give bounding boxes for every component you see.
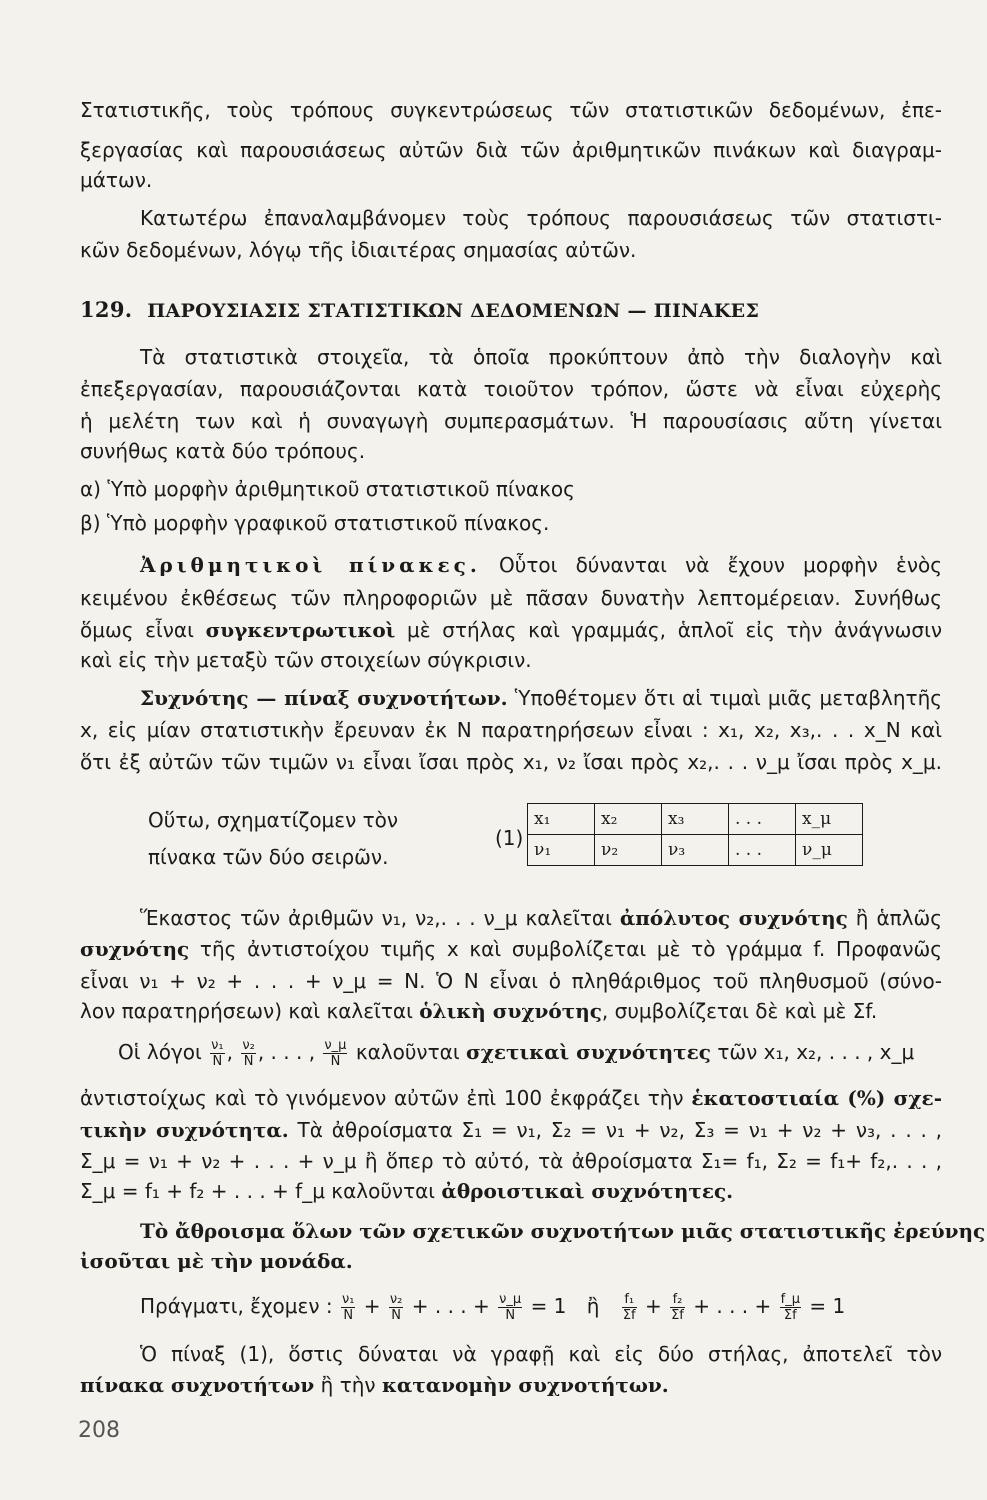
- text-run: , . . . ,: [257, 1040, 316, 1064]
- fraction: $\frac{\nu\_\mu}{N}$: [324, 1038, 347, 1069]
- theorem-line: Τὸ ἄθροισμα ὅλων τῶν σχετικῶν συχνοτήτων μιᾶς στατιστικῆς ἐρεύνης: [140, 1219, 986, 1243]
- text-run: Τὰ ἀθροίσματα Σ₁ = ν₁, Σ₂ = ν₁ + ν₂, Σ₃ = ν₁ + ν₂ + ν₃, . . . ,: [288, 1118, 942, 1142]
- paragraph-line: πίνακα τῶν δύο σειρῶν.: [148, 845, 389, 869]
- paragraph-line: [80, 997, 942, 1025]
- section-number: 129.: [80, 297, 133, 322]
- text-run: ἢ τὴν: [314, 1373, 382, 1397]
- text-run: ἢ ἁπλῶς: [847, 906, 942, 930]
- section-heading: [80, 296, 942, 325]
- list-item: α) Ὑπὸ μορφὴν ἀριθμητικοῦ στατιστικοῦ πίνακος: [80, 477, 575, 501]
- text-run: +: [644, 1294, 662, 1318]
- text-run: Ἕκαστος τῶν ἀριθμῶν ν₁, ν₂,. . . ν_μ καλεῖται: [140, 906, 620, 930]
- text-run: Οὗτοι δύνανται νὰ ἔχουν μορφὴν ἑνὸς: [480, 553, 942, 577]
- formula-line: [140, 1292, 942, 1323]
- paragraph-line: [80, 1177, 942, 1205]
- term-cumulative-frequencies: ἀθροιστικαὶ συχνότητες.: [441, 1179, 734, 1203]
- paragraph-line: κειμένου ἐκθέσεως τῶν πληροφοριῶν μὲ πᾶσαν δυνατὴν λεπτομέρειαν. Συνήθως: [80, 586, 942, 610]
- paragraph-line: ἐπεξεργασίαν, παρουσιάζονται κατὰ τοιοῦτον τρόπον, ὥστε νὰ εἶναι εὐχερὴς: [80, 377, 942, 401]
- table-cell: x₁: [528, 804, 595, 835]
- text-run: ἀντιστοίχως καὶ τὸ γινόμενον αὐτῶν ἐπὶ 100 ἐκφράζει τὴν: [80, 1086, 692, 1110]
- text-run: ἢ: [586, 1294, 600, 1318]
- table-cell: . . .: [729, 835, 796, 866]
- list-item: β) Ὑπὸ μορφὴν γραφικοῦ στατιστικοῦ πίνακος.: [80, 511, 550, 535]
- paragraph-line: Στατιστικῆς, τοὺς τρόπους συγκεντρώσεως τῶν στατιστικῶν δεδομένων, ἐπε-: [80, 98, 942, 122]
- paragraph-line: [140, 551, 942, 579]
- table-cell: x₂: [595, 804, 662, 835]
- paragraph-line: [80, 1371, 942, 1399]
- paragraph-line: ὅτι ἐξ αὐτῶν τῶν τιμῶν ν₁ εἶναι ἴσαι πρὸς x₁, ν₂ ἴσαι πρὸς x₂,. . . ν_μ ἴσαι πρὸς x_μ.: [80, 750, 942, 774]
- text-run: τῆς ἀντιστοίχου τιμῆς x καὶ συμβολίζεται μὲ τὸ γράμμα f. Προφανῶς: [189, 937, 942, 961]
- paragraph-line: Οὕτω, σχηματίζομεν τὸν: [148, 808, 399, 832]
- formula-line: Οἱ λόγοι $\frac{\text{ν₁}}{N}$ , $\frac{\text{ν₂}}{N}$ , . . . , $\frac{\nu\_\mu}{N}$ καλοῦνται σχετικαὶ συχνότητες τῶν x₁, x₂, . . . , x_μ: [118, 1038, 915, 1069]
- term-frequency-table-name: πίνακα συχνοτήτων: [80, 1373, 315, 1397]
- theorem-line: ἰσοῦται μὲ τὴν μονάδα.: [80, 1249, 353, 1273]
- term-relative-frequencies: σχετικαὶ συχνότητες: [465, 1040, 711, 1064]
- table-cell: ν₃: [662, 835, 729, 866]
- paragraph-line: Τὰ στατιστικὰ στοιχεῖα, τὰ ὁποῖα προκύπτουν ἀπὸ τὴν διαλογὴν καὶ: [140, 345, 942, 369]
- table-label: (1): [495, 826, 524, 850]
- text-run: Σ_μ = f₁ + f₂ + . . . + f_μ καλοῦνται: [80, 1179, 442, 1203]
- paragraph-line: Σ_μ = ν₁ + ν₂ + . . . + ν_μ ἢ ὅπερ τὸ αὐτό, τὰ ἀθροίσματα Σ₁= f₁, Σ₂ = f₁+ f₂,. . . ,: [80, 1149, 942, 1173]
- text-run: καλοῦνται: [355, 1040, 460, 1064]
- fraction: $\frac{\text{ν₁}}{N}$: [211, 1038, 224, 1069]
- table-cell: ν_μ: [796, 835, 863, 866]
- paragraph-line: Κατωτέρω ἐπαναλαμβάνομεν τοὺς τρόπους παρουσιάσεως τῶν στατιστι-: [140, 206, 942, 230]
- paragraph-line: [80, 1116, 942, 1144]
- term-frequency-distribution: κατανομὴν συχνοτήτων.: [381, 1373, 669, 1397]
- fraction: $\frac{\text{ν₂}}{N}$: [242, 1038, 255, 1069]
- text-run: λον παρατηρήσεων) καὶ καλεῖται: [80, 999, 420, 1023]
- fraction: $\frac{\nu\_\mu}{N}$: [499, 1292, 522, 1323]
- table-cell: x₃: [662, 804, 729, 835]
- page-number: 208: [78, 1418, 120, 1443]
- paragraph-line: [140, 904, 942, 932]
- paragraph-line: [80, 935, 942, 963]
- text-run: = 1: [809, 1294, 846, 1318]
- section-title: ΠΑΡΟΥΣΙΑΣΙΣ ΣΤΑΤΙΣΤΙΚΩΝ ΔΕΔΟΜΕΝΩΝ — ΠΙΝΑΚΕΣ: [147, 300, 760, 322]
- paragraph-line: εἶναι ν₁ + ν₂ + . . . + ν_μ = N. Ὁ N εἶναι ὁ πληθάριθμος τοῦ πληθυσμοῦ (σύνο-: [80, 969, 942, 993]
- text-run: +: [363, 1294, 381, 1318]
- term-frequency-table: Συχνότης — πίναξ συχνοτήτων.: [140, 686, 508, 710]
- paragraph-line: ξεργασίας καὶ παρουσιάσεως αὐτῶν διὰ τῶν ἀριθμητικῶν πινάκων καὶ διαγραμ-: [80, 138, 942, 162]
- paragraph-line: x, εἰς μίαν στατιστικὴν ἔρευναν ἐκ N παρατηρήσεων εἶναι : x₁, x₂, x₃,. . . x_N καὶ: [80, 718, 942, 742]
- paragraph-line: [80, 1084, 942, 1112]
- fraction: $\frac{f\_\mu}{\Sigma f}$: [780, 1292, 800, 1323]
- fraction: $\frac{\text{ν₁}}{N}$: [341, 1292, 355, 1323]
- text-run: + . . . +: [411, 1294, 490, 1318]
- text-run: Οἱ λόγοι: [118, 1040, 202, 1064]
- fraction: $\frac{\text{f₁}}{\Sigma f}$: [622, 1292, 636, 1323]
- text-run: μὲ στήλας καὶ γραμμάς, ἁπλοῖ εἰς τὴν ἀνάγνωσιν: [395, 618, 943, 642]
- text-run: τῶν x₁, x₂, . . . , x_μ: [717, 1040, 915, 1064]
- text-run: ὅμως εἶναι: [80, 618, 206, 642]
- fraction: $\frac{\text{ν₂}}{N}$: [389, 1292, 403, 1323]
- paragraph-line: [80, 616, 942, 644]
- table-row-frequencies: [528, 835, 863, 866]
- fraction: $\frac{\text{f₂}}{\Sigma f}$: [671, 1292, 684, 1323]
- paragraph-line: [140, 684, 942, 712]
- paragraph-line: συνήθως κατὰ δύο τρόπους.: [80, 439, 366, 463]
- text-run: = 1: [530, 1294, 567, 1318]
- table-cell: x_μ: [796, 804, 863, 835]
- term-numeric-tables: Ἀριθμητικοὶ πίνακες.: [140, 553, 481, 577]
- frequency-table: [527, 803, 863, 866]
- term-aggregated: συγκεντρωτικοὶ: [205, 618, 396, 642]
- paragraph-line: κῶν δεδομένων, λόγῳ τῆς ἰδιαιτέρας σημασίας αὐτῶν.: [80, 238, 637, 262]
- table-cell: ν₁: [528, 835, 595, 866]
- term-absolute-frequency: ἀπόλυτος συχνότης: [619, 906, 848, 930]
- paragraph-line: ἡ μελέτη των καὶ ἡ συναγωγὴ συμπερασμάτων. Ἡ παρουσίασις αὔτη γίνεται: [80, 409, 942, 433]
- term-total-frequency: ὁλικὴ συχνότης: [419, 999, 602, 1023]
- term-frequency: συχνότης: [80, 937, 190, 961]
- table-cell: . . .: [729, 804, 796, 835]
- term-percent-relative: ἑκατοστιαία (%) σχε-: [691, 1086, 942, 1110]
- table-cell: ν₂: [595, 835, 662, 866]
- table-row-values: [528, 804, 863, 835]
- term-relative-frequency: τικὴν συχνότητα.: [80, 1118, 289, 1142]
- text-run: , συμβολίζεται δὲ καὶ μὲ Σf.: [601, 999, 878, 1023]
- text-run: Ὑποθέτομεν ὅτι αἱ τιμαὶ μιᾶς μεταβλητῆς: [507, 686, 942, 710]
- paragraph-line: μάτων.: [80, 168, 153, 192]
- paragraph-line: καὶ εἰς τὴν μεταξὺ τῶν στοιχείων σύγκρισιν.: [80, 648, 532, 672]
- paragraph-line: Ὁ πίναξ (1), ὅστις δύναται νὰ γραφῇ καὶ εἰς δύο στήλας, ἀποτελεῖ τὸν: [140, 1342, 942, 1366]
- text-run: + . . . +: [693, 1294, 772, 1318]
- text-run: Πράγματι, ἔχομεν :: [140, 1294, 333, 1318]
